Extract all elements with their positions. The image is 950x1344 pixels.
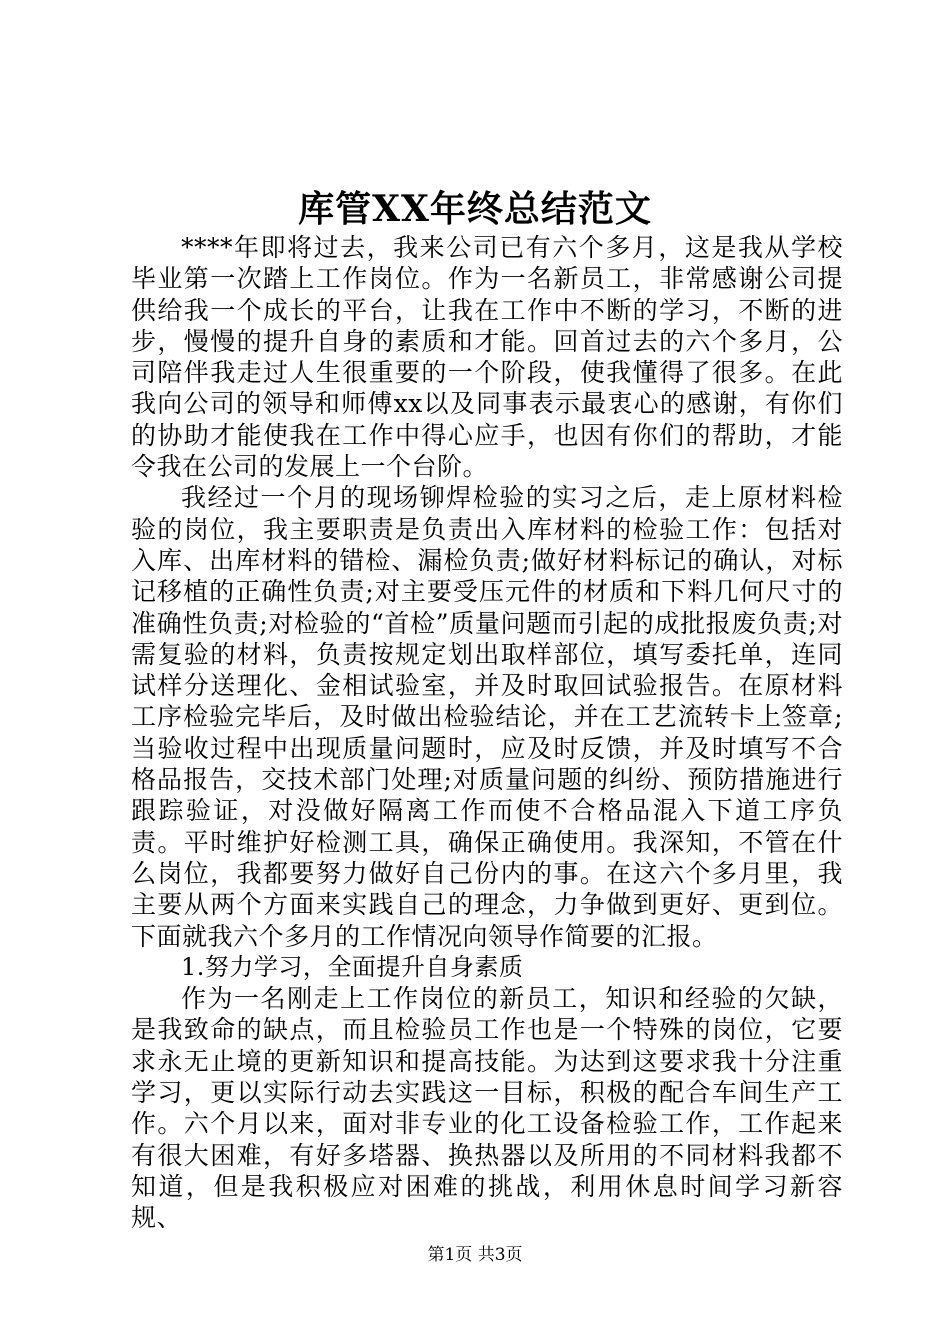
document-title: 库管XX年终总结范文 (298, 188, 652, 230)
paragraph-intro: ****年即将过去，我来公司已有六个多月，这是我从学校毕业第一次踏上工作岗位。作为一名新员工，非常感谢公司提供给我一个成长的平台，让我在工作中不断的学习，不断的进步，慢慢的提升自身的素质和才能。回首过去的六个多月，公司陪伴我走过人生很重要的一个阶段，使我懂得了很多。在此我向公司的领导和师傅xx以及同事表示最衷心的感谢，有你们的协助才能使我在工作中得心应手，也因有你们的帮助，才能令我在公司的发展上一个台阶。 (131, 233, 843, 482)
section-heading: 1.努力学习，全面提升自身素质 (181, 952, 524, 981)
document-body (131, 232, 843, 1234)
page-footer: 第1页 共3页 (427, 1245, 523, 1265)
paragraph-study: 作为一名刚走上工作岗位的新员工，知识和经验的欠缺，是我致命的缺点，而且检验员工作也是一个特殊的岗位，它要求永无止境的更新知识和提高技能。为达到这要求我十分注重学习，更以实际行动去实践这一目标，积极的配合车间生产工作。六个月以来，面对非专业的化工设备检验工作，工作起来有很大困难，有好多塔器、换热器以及所用的不同材料我都不知道，但是我积极应对困难的挑战，利用休息时间学习新容规、 (131, 984, 843, 1233)
paragraph-duties: 我经过一个月的现场铆焊检验的实习之后，走上原材料检验的岗位，我主要职责是负责出入库材料的检验工作：包括对入库、出库材料的错检、漏检负责;做好材料标记的确认，对标记移植的正确性负责;对主要受压元件的材质和下料几何尺寸的准确性负责;对检验的“首检”质量问题而引起的成批报废负责;对需复验的材料，负责按规定划出取样部位，填写委托单，连同试样分送理化、金相试验室，并及时取回试验报告。在原材料工序检验完毕后，及时做出检验结论，并在工艺流转卡上签章;当验收过程中出现质量问题时，应及时反馈，并及时填写不合格品报告，交技术部门处理;对质量问题的纠纷、预防措施进行跟踪验证，对没做好隔离工作而使不合格品混入下道工序负责。平时维护好检测工具，确保正确使用。我深知，不管在什么岗位，我都要努力做好自己份内的事。在这六个多月里，我主要从两个方面来实践自己的理念，力争做到更好、更到位。下面就我六个多月的工作情况向领导作简要的汇报。 (131, 483, 843, 951)
